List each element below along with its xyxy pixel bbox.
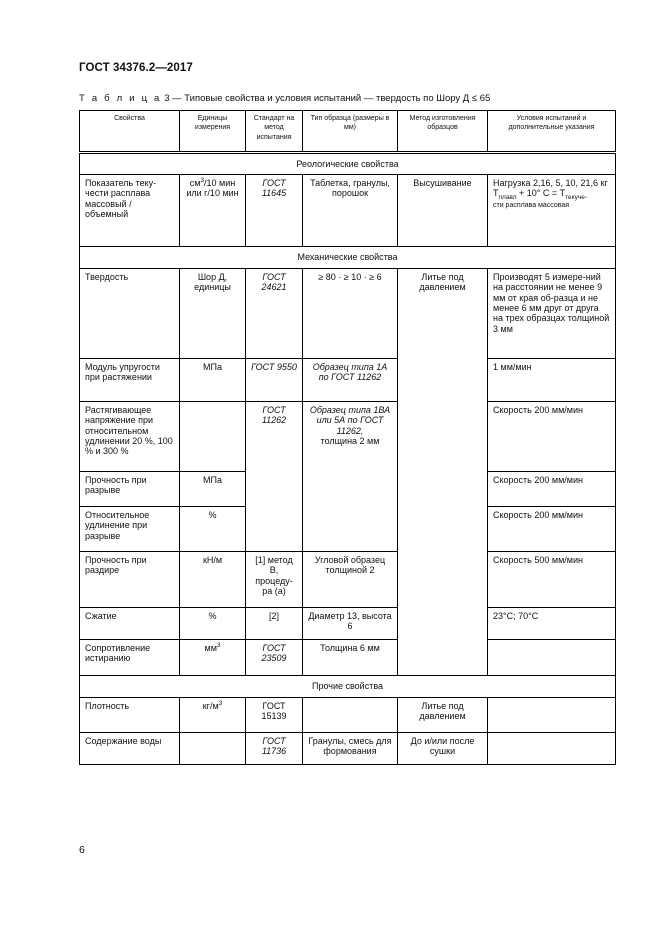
cell-units: $см^3/10$ мин или г/10 мин [180, 175, 246, 247]
section-title: Механические свойства [80, 247, 616, 269]
section-row-mechanical [80, 247, 616, 269]
table-row-compression [80, 608, 616, 640]
col-header-standard: Стандарт на метод испытания [246, 111, 303, 153]
cell-method: Высушивание [398, 175, 488, 247]
table-row-melt-flow [80, 175, 616, 247]
cell-units: Шор Д, единицы [180, 269, 246, 359]
table-caption-label: Т а б л и ц а [79, 93, 162, 104]
col-header-conditions: Условия испытаний и дополнительные указания [488, 111, 616, 153]
col-header-specimen: Тип образца (размеры в мм) [303, 111, 398, 153]
cell-property: Содержание воды [80, 733, 180, 765]
cell-conditions: Скорость 200 мм/мин [488, 507, 616, 552]
table-row-density [80, 698, 616, 733]
cell-conditions [488, 640, 616, 676]
cell-specimen: ≥ 80 · ≥ 10 · ≥ 6 [303, 269, 398, 359]
table-row-tensile-stress [80, 402, 616, 472]
cell-standard: ГОСТ 11645 [246, 175, 303, 247]
cell-units: МПа [180, 472, 246, 507]
cell-conditions: Скорость 500 мм/мин [488, 552, 616, 608]
page-number: 6 [79, 844, 85, 856]
table-caption-text: 3 — Типовые свойства и условия испытаний — твердость по Шору Д ≤ 65 [164, 93, 491, 104]
cell-standard: [1] метод В, процеду-ра (а) [246, 552, 303, 608]
table-row-hardness [80, 269, 616, 359]
table-header-row [80, 111, 616, 153]
cell-conditions: Скорость 200 мм/мин [488, 402, 616, 472]
cell-specimen: Толщина 6 мм [303, 640, 398, 676]
section-row-rheological [80, 153, 616, 175]
cell-property: Сопротивление истиранию [80, 640, 180, 676]
cell-conditions: Производят 5 измере-ний на расстоянии не менее 9 мм от края об-разца и не менее 6 мм друг от друга на трех образцах толщиной 3 мм [488, 269, 616, 359]
cell-units: % [180, 608, 246, 640]
cell-standard: ГОСТ 11736 [246, 733, 303, 765]
cell-specimen-merged: Образец типа 1ВА или 5А по ГОСТ 11262, толщина 2 мм [303, 402, 398, 552]
cell-standard: ГОСТ 23509 [246, 640, 303, 676]
cell-standard-merged: ГОСТ 11262 [246, 402, 303, 552]
cell-conditions [488, 698, 616, 733]
cell-method: Литье под давлением [398, 698, 488, 733]
cell-property: Растягивающее напряжение при относительном удлинении 20 %, 100 % и 300 % [80, 402, 180, 472]
cell-conditions: 1 мм/мин [488, 359, 616, 402]
cell-units: кН/м [180, 552, 246, 608]
table-caption [79, 93, 490, 104]
cell-property: Прочность при раздире [80, 552, 180, 608]
properties-table [79, 110, 616, 765]
cell-property: Показатель теку-чести расплава массовый / объемный [80, 175, 180, 247]
cell-property: Модуль упругости при растяжении [80, 359, 180, 402]
section-title: Прочие свойства [80, 676, 616, 698]
cell-property: Твердость [80, 269, 180, 359]
table-row-modulus [80, 359, 616, 402]
table-row-tear-strength [80, 552, 616, 608]
cell-specimen: Диаметр 13, высота 6 [303, 608, 398, 640]
cell-property: Прочность при разрыве [80, 472, 180, 507]
cell-method: До и/или после сушки [398, 733, 488, 765]
table-row-abrasion [80, 640, 616, 676]
section-title: Реологические свойства [80, 153, 616, 175]
table-row-water [80, 733, 616, 765]
cell-property: Относительное удлинение при разрыве [80, 507, 180, 552]
col-header-units: Единицы измерения [180, 111, 246, 153]
cell-property: Плотность [80, 698, 180, 733]
cell-specimen [303, 698, 398, 733]
cell-conditions: Скорость 200 мм/мин [488, 472, 616, 507]
cell-units: % [180, 507, 246, 552]
cell-property: Сжатие [80, 608, 180, 640]
cell-specimen: Гранулы, смесь для формования [303, 733, 398, 765]
cell-conditions [488, 733, 616, 765]
cell-conditions: Нагрузка 2,16, 5, 10, 21,6 кг $T_{плавл} + 10^\circ$ $С = T_{текуче-}$ сти расплава массовая [488, 175, 616, 247]
document-header: ГОСТ 34376.2—2017 [79, 62, 193, 74]
cell-specimen: Угловой образец толщиной 2 [303, 552, 398, 608]
cell-units [180, 733, 246, 765]
cell-standard: ГОСТ 9550 [246, 359, 303, 402]
cell-specimen: Таблетка, гранулы, порошок [303, 175, 398, 247]
col-header-method: Метод изготовления образцов [398, 111, 488, 153]
cell-units: $кг/м^3$ [180, 698, 246, 733]
cell-units: $мм^3$ [180, 640, 246, 676]
section-row-other [80, 676, 616, 698]
cell-units: МПа [180, 359, 246, 402]
cell-standard: [2] [246, 608, 303, 640]
cell-standard: ГОСТ 24621 [246, 269, 303, 359]
cell-method-merged: Литье под давлением [398, 269, 488, 676]
cell-specimen: Образец типа 1А по ГОСТ 11262 [303, 359, 398, 402]
cell-conditions: 23°С; 70°С [488, 608, 616, 640]
cell-units [180, 402, 246, 472]
col-header-property: Свойства [80, 111, 180, 153]
cell-standard: ГОСТ 15139 [246, 698, 303, 733]
